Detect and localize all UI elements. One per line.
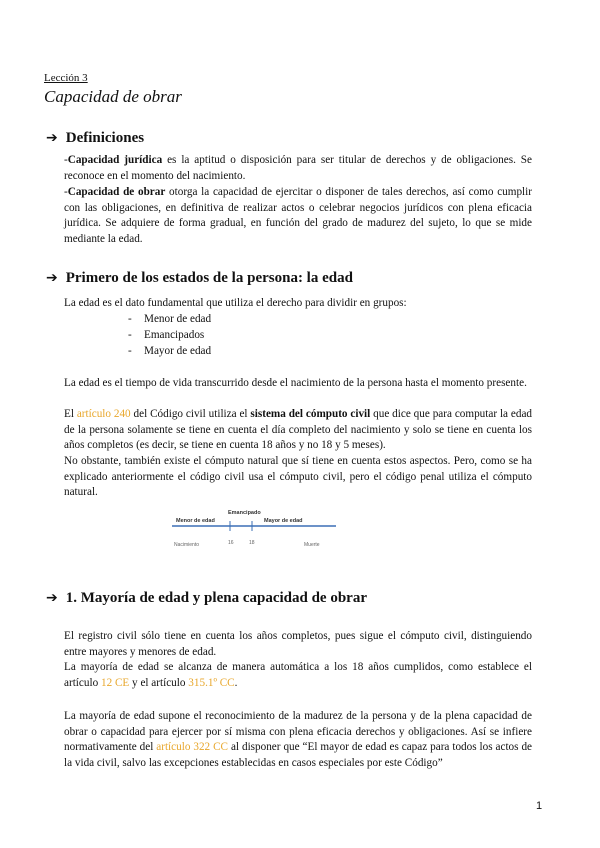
section-heading-edad bbox=[46, 270, 353, 287]
term-capacidad-juridica: Capacidad jurídica bbox=[67, 154, 163, 166]
timeline-label-18: 18 bbox=[249, 540, 255, 546]
intro-paragraph: La edad es el dato fundamental que utiliza el derecho para dividir en grupos: bbox=[64, 297, 407, 309]
bold-sistema-computo-civil: sistema del cómputo civil bbox=[250, 408, 371, 420]
definition-capacidad-juridica: -Capacidad jurídica es la aptitud o disposición para ser titular de derechos y de obligaciones. Se reconoce en el momento del nacimiento. bbox=[64, 154, 532, 182]
text: al disponer que “El mayor de edad es capaz para todos los actos de la vida civil, salvo las excepciones establecidas en casos especiales por este Código” bbox=[64, 741, 533, 769]
heading-text: 1. Mayoría de edad y plena capacidad de obrar bbox=[65, 590, 367, 606]
paragraph-computo-natural: No obstante, también existe el cómputo natural que sí tiene en cuenta estos aspectos. Pero, como se ha explicado anteriormente el código civil usa el cómputo civil, pero el código penal utiliza el cómputo natural. bbox=[64, 455, 532, 499]
list-item-text: Mayor de edad bbox=[144, 345, 212, 357]
list-item-text: Menor de edad bbox=[144, 313, 212, 325]
paragraph-mayoria-automatica bbox=[64, 660, 532, 691]
link-315-cc[interactable]: 315.1º CC bbox=[188, 676, 235, 689]
timeline-label-menor: Menor de edad bbox=[176, 518, 215, 524]
text: . bbox=[234, 676, 238, 689]
timeline-label-end: Muerte bbox=[304, 542, 320, 548]
link-12-ce[interactable]: 12 CE bbox=[100, 676, 130, 689]
page-number: 1 bbox=[536, 800, 543, 812]
paragraph-registro-civil: El registro civil sólo tiene en cuenta los años completos, pues sigue el cómputo civil, distinguiendo entre mayores y menores de edad. bbox=[64, 630, 532, 658]
age-timeline-diagram bbox=[168, 505, 340, 555]
paragraph-computo-civil bbox=[64, 407, 532, 454]
text: y el artículo bbox=[129, 676, 189, 689]
text: El bbox=[64, 408, 77, 420]
term-capacidad-obrar: Capacidad de obrar bbox=[67, 186, 166, 198]
section-heading-mayoria-edad bbox=[46, 590, 367, 607]
timeline-label-16: 16 bbox=[228, 540, 234, 546]
link-articulo-240[interactable]: artículo 240 bbox=[76, 408, 131, 420]
definition-capacidad-obrar: -Capacidad de obrar otorga la capacidad de ejercitar o disponer de tales derechos, así como cumplir con las obligaciones, en definitiva de realizar actos o celebrar negocios jurídicos con plena eficacia jurídica. Se adquiere de forma gradual, en función del grado de madurez del sujeto, lo que se mide mediante la edad. bbox=[64, 186, 532, 245]
age-groups-list bbox=[128, 311, 211, 359]
link-articulo-322-cc[interactable]: artículo 322 CC bbox=[156, 741, 229, 754]
list-item: - Menor de edad bbox=[128, 313, 212, 325]
list-item: - Mayor de edad bbox=[128, 345, 212, 357]
definition-text: otorga la capacidad de ejercitar o disponer de tales derechos, así como cumplir con las obligaciones, en definitiva de realizar actos o celebrar negocios jurídicos con plena eficacia jurídica. Se adquiere de forma gradual, en función del grado de madurez del sujeto, lo que se mide mediante la edad. bbox=[64, 186, 532, 245]
timeline-label-emancipado: Emancipado bbox=[228, 510, 261, 516]
paragraph-madurez bbox=[64, 709, 532, 771]
lesson-label: Lección 3 bbox=[44, 72, 88, 84]
definition-text: es la aptitud o disposición para ser titular de derechos y de obligaciones. Se reconoce en el momento del nacimiento. bbox=[64, 154, 532, 182]
heading-text: Primero de los estados de la persona: la edad bbox=[65, 270, 353, 286]
arrow-right-icon: ➔ bbox=[46, 590, 58, 606]
heading-text: Definiciones bbox=[65, 130, 145, 146]
paragraph-edad-definicion: La edad es el tiempo de vida transcurrido desde el nacimiento de la persona hasta el momento presente. bbox=[64, 377, 527, 389]
text: La mayoría de edad supone el reconocimiento de la madurez de la persona y de la plena capacidad de obrar o capacidad para ejercer por sí misma con plena eficacia derechos y obligaciones. Así se infiere normativamente del bbox=[64, 710, 532, 754]
text: del Código civil utiliza el bbox=[130, 408, 251, 420]
list-item-text: Emancipados bbox=[144, 329, 205, 341]
arrow-right-icon: ➔ bbox=[46, 130, 58, 146]
section-heading-definiciones bbox=[46, 130, 144, 147]
page-title: Capacidad de obrar bbox=[44, 87, 182, 106]
arrow-right-icon: ➔ bbox=[46, 270, 58, 286]
text: La mayoría de edad se alcanza de manera automática a los 18 años cumplidos, como establece el artículo bbox=[64, 661, 532, 689]
timeline-label-start: Nacimiento bbox=[174, 542, 200, 548]
list-item: - Emancipados bbox=[128, 329, 205, 341]
timeline-label-mayor: Mayor de edad bbox=[264, 518, 303, 524]
text: que dice que para computar la edad de la persona solamente se tiene en cuenta el día completo del nacimiento y solo se tiene en cuenta los años completos (es decir, se tiene en cuenta 18 años y no 18 y 5 meses). bbox=[64, 408, 533, 452]
